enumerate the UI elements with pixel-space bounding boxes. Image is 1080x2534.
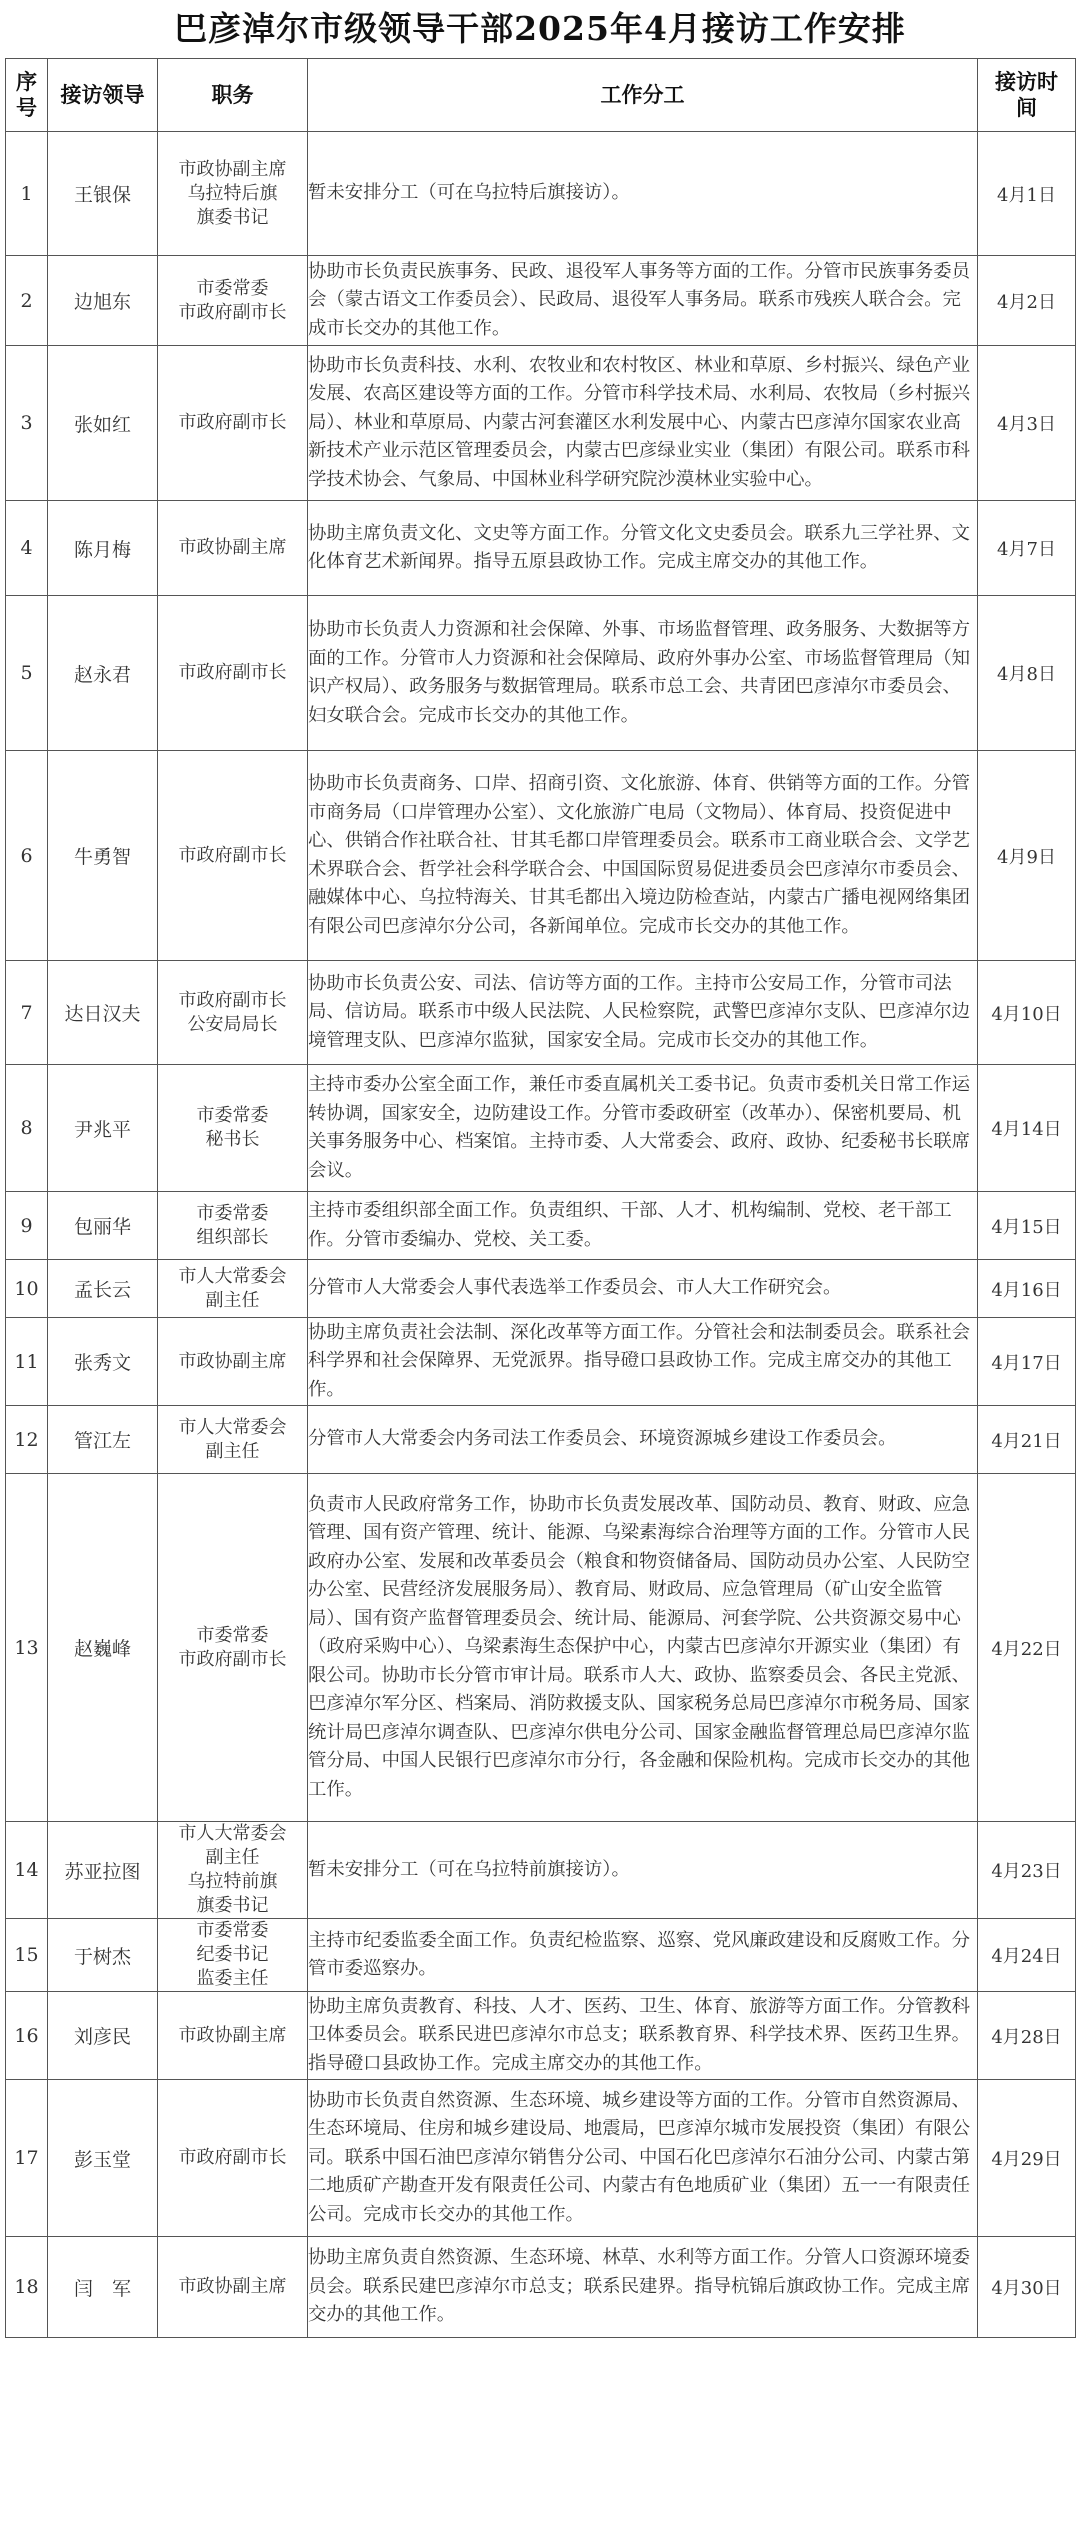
row-seq: 4 <box>6 501 48 596</box>
row-position: 市委常委 组织部长 <box>158 1192 308 1260</box>
row-seq: 17 <box>6 2080 48 2237</box>
row-date: 4月28日 <box>978 1992 1076 2080</box>
row-date: 4月15日 <box>978 1192 1076 1260</box>
row-date: 4月21日 <box>978 1406 1076 1474</box>
row-leader-name: 张如红 <box>48 346 158 501</box>
row-position: 市委常委 纪委书记 监委主任 <box>158 1919 308 1992</box>
row-duties: 协助市长负责商务、口岸、招商引资、文化旅游、体育、供销等方面的工作。分管市商务局（口岸管理办公室）、文化旅游广电局（文物局）、体育局、投资促进中心、供销合作社联合社、甘其毛都口岸管理委员会。联系市工商业联合会、文学艺术界联合会、哲学社会科学联合会、中国国际贸易促进委员会巴彦淖尔市委员会、融媒体中心、乌拉特海关、甘其毛都出入境边防检查站，内蒙古广播电视网络集团有限公司巴彦淖尔分公司，各新闻单位。完成市长交办的其他工作。 <box>308 751 978 961</box>
row-position: 市政府副市长 <box>158 596 308 751</box>
row-position: 市政府副市长 <box>158 751 308 961</box>
row-seq: 9 <box>6 1192 48 1260</box>
row-seq: 15 <box>6 1919 48 1992</box>
table-row <box>6 132 1076 256</box>
row-date: 4月16日 <box>978 1260 1076 1318</box>
row-position: 市人大常委会 副主任 <box>158 1406 308 1474</box>
row-leader-name: 刘彦民 <box>48 1992 158 2080</box>
row-position: 市政协副主席 <box>158 2237 308 2338</box>
table-row <box>6 1919 1076 1992</box>
row-date: 4月23日 <box>978 1822 1076 1919</box>
row-seq: 14 <box>6 1822 48 1919</box>
row-leader-name: 苏亚拉图 <box>48 1822 158 1919</box>
row-seq: 5 <box>6 596 48 751</box>
table-row <box>6 2237 1076 2338</box>
table-row <box>6 2080 1076 2237</box>
row-position: 市人大常委会 副主任 乌拉特前旗 旗委书记 <box>158 1822 308 1919</box>
table-row <box>6 751 1076 961</box>
header-seq: 序号 <box>6 59 48 132</box>
table-row <box>6 1065 1076 1192</box>
row-leader-name: 彭玉堂 <box>48 2080 158 2237</box>
header-position: 职务 <box>158 59 308 132</box>
row-leader-name: 牛勇智 <box>48 751 158 961</box>
table-row <box>6 596 1076 751</box>
row-leader-name: 边旭东 <box>48 256 158 346</box>
table-row <box>6 1822 1076 1919</box>
table-row <box>6 501 1076 596</box>
table-row <box>6 1318 1076 1406</box>
row-duties: 协助主席负责文化、文史等方面工作。分管文化文史委员会。联系九三学社界、文化体育艺术新闻界。指导五原县政协工作。完成主席交办的其他工作。 <box>308 501 978 596</box>
row-leader-name: 尹兆平 <box>48 1065 158 1192</box>
row-date: 4月2日 <box>978 256 1076 346</box>
row-seq: 1 <box>6 132 48 256</box>
table-row <box>6 1192 1076 1260</box>
row-seq: 6 <box>6 751 48 961</box>
row-seq: 8 <box>6 1065 48 1192</box>
row-duties: 协助主席负责教育、科技、人才、医药、卫生、体育、旅游等方面工作。分管教科卫体委员会。联系民进巴彦淖尔市总支；联系教育界、科学技术界、医药卫生界。指导磴口县政协工作。完成主席交办的其他工作。 <box>308 1992 978 2080</box>
schedule-table <box>5 58 1076 2338</box>
row-date: 4月29日 <box>978 2080 1076 2237</box>
row-position: 市委常委 市政府副市长 <box>158 1474 308 1822</box>
table-row <box>6 1260 1076 1318</box>
row-date: 4月24日 <box>978 1919 1076 1992</box>
row-date: 4月30日 <box>978 2237 1076 2338</box>
row-seq: 7 <box>6 961 48 1065</box>
row-seq: 11 <box>6 1318 48 1406</box>
table-row <box>6 1474 1076 1822</box>
row-duties: 主持市委办公室全面工作，兼任市委直属机关工委书记。负责市委机关日常工作运转协调，国家安全，边防建设工作。分管市委政研室（改革办）、保密机要局、机关事务服务中心、档案馆。主持市委、人大常委会、政府、政协、纪委秘书长联席会议。 <box>308 1065 978 1192</box>
row-duties: 协助市长负责自然资源、生态环境、城乡建设等方面的工作。分管市自然资源局、生态环境局、住房和城乡建设局、地震局，巴彦淖尔城市发展投资（集团）有限公司。联系中国石油巴彦淖尔销售分公司、中国石化巴彦淖尔石油分公司、内蒙古第二地质矿产勘查开发有限责任公司、内蒙古有色地质矿业（集团）五一一有限责任公司。完成市长交办的其他工作。 <box>308 2080 978 2237</box>
row-duties: 协助市长负责民族事务、民政、退役军人事务等方面的工作。分管市民族事务委员会（蒙古语文工作委员会）、民政局、退役军人事务局。联系市残疾人联合会。完成市长交办的其他工作。 <box>308 256 978 346</box>
row-duties: 暂未安排分工（可在乌拉特后旗接访）。 <box>308 132 978 256</box>
row-duties: 分管市人大常委会内务司法工作委员会、环境资源城乡建设工作委员会。 <box>308 1406 978 1474</box>
table-row <box>6 256 1076 346</box>
row-position: 市政府副市长 <box>158 346 308 501</box>
row-duties: 分管市人大常委会人事代表选举工作委员会、市人大工作研究会。 <box>308 1260 978 1318</box>
row-date: 4月10日 <box>978 961 1076 1065</box>
row-date: 4月22日 <box>978 1474 1076 1822</box>
header-leader: 接访领导 <box>48 59 158 132</box>
row-position: 市政协副主席 <box>158 1318 308 1406</box>
row-duties: 主持市委组织部全面工作。负责组织、干部、人才、机构编制、党校、老干部工作。分管市委编办、党校、关工委。 <box>308 1192 978 1260</box>
row-date: 4月8日 <box>978 596 1076 751</box>
row-duties: 协助主席负责社会法制、深化改革等方面工作。分管社会和法制委员会。联系社会科学界和社会保障界、无党派界。指导磴口县政协工作。完成主席交办的其他工作。 <box>308 1318 978 1406</box>
row-seq: 16 <box>6 1992 48 2080</box>
row-position: 市委常委 市政府副市长 <box>158 256 308 346</box>
row-duties: 协助市长负责公安、司法、信访等方面的工作。主持市公安局工作，分管市司法局、信访局。联系市中级人民法院、人民检察院，武警巴彦淖尔支队、巴彦淖尔边境管理支队、巴彦淖尔监狱，国家安全局。完成市长交办的其他工作。 <box>308 961 978 1065</box>
row-date: 4月17日 <box>978 1318 1076 1406</box>
row-leader-name: 达日汉夫 <box>48 961 158 1065</box>
row-duties: 暂未安排分工（可在乌拉特前旗接访）。 <box>308 1822 978 1919</box>
row-date: 4月1日 <box>978 132 1076 256</box>
page-title: 巴彦淖尔市级领导干部2025年4月接访工作安排 <box>174 9 906 48</box>
row-date: 4月9日 <box>978 751 1076 961</box>
row-leader-name: 陈月梅 <box>48 501 158 596</box>
row-position: 市委常委 秘书长 <box>158 1065 308 1192</box>
row-seq: 10 <box>6 1260 48 1318</box>
row-leader-name: 管江左 <box>48 1406 158 1474</box>
table-row <box>6 1406 1076 1474</box>
row-leader-name: 闫 军 <box>48 2237 158 2338</box>
header-duties: 工作分工 <box>308 59 978 132</box>
row-leader-name: 赵永君 <box>48 596 158 751</box>
row-position: 市政协副主席 <box>158 501 308 596</box>
row-duties: 协助市长负责科技、水利、农牧业和农村牧区、林业和草原、乡村振兴、绿色产业发展、农高区建设等方面的工作。分管市科学技术局、水利局、农牧局（乡村振兴局）、林业和草原局、内蒙古河套灌区水利发展中心、内蒙古巴彦淖尔国家农业高新技术产业示范区管理委员会，内蒙古巴彦绿业实业（集团）有限公司。联系市科学技术协会、气象局、中国林业科学研究院沙漠林业实验中心。 <box>308 346 978 501</box>
row-seq: 12 <box>6 1406 48 1474</box>
row-duties: 协助市长负责人力资源和社会保障、外事、市场监督管理、政务服务、大数据等方面的工作。分管市人力资源和社会保障局、政府外事办公室、市场监督管理局（知识产权局）、政务服务与数据管理局。联系市总工会、共青团巴彦淖尔市委员会、妇女联合会。完成市长交办的其他工作。 <box>308 596 978 751</box>
header-date: 接访时间 <box>978 59 1076 132</box>
row-duties: 协助主席负责自然资源、生态环境、林草、水利等方面工作。分管人口资源环境委员会。联系民建巴彦淖尔市总支；联系民建界。指导杭锦后旗政协工作。完成主席交办的其他工作。 <box>308 2237 978 2338</box>
row-leader-name: 赵巍峰 <box>48 1474 158 1822</box>
table-row <box>6 961 1076 1065</box>
row-position: 市人大常委会 副主任 <box>158 1260 308 1318</box>
row-duties: 主持市纪委监委全面工作。负责纪检监察、巡察、党风廉政建设和反腐败工作。分管市委巡察办。 <box>308 1919 978 1992</box>
row-seq: 18 <box>6 2237 48 2338</box>
table-header-row <box>6 59 1076 132</box>
row-date: 4月7日 <box>978 501 1076 596</box>
row-position: 市政协副主席 乌拉特后旗 旗委书记 <box>158 132 308 256</box>
row-duties: 负责市人民政府常务工作，协助市长负责发展改革、国防动员、教育、财政、应急管理、国有资产管理、统计、能源、乌梁素海综合治理等方面的工作。分管市人民政府办公室、发展和改革委员会（粮食和物资储备局、国防动员办公室、人民防空办公室、民营经济发展服务局）、教育局、财政局、应急管理局（矿山安全监管局）、国有资产监督管理委员会、统计局、能源局、河套学院、公共资源交易中心（政府采购中心）、乌梁素海生态保护中心，内蒙古巴彦淖尔开源实业（集团）有限公司。协助市长分管市审计局。联系市人大、政协、监察委员会、各民主党派、巴彦淖尔军分区、档案局、消防救援支队、国家税务总局巴彦淖尔市税务局、国家统计局巴彦淖尔调查队、巴彦淖尔供电分公司、国家金融监督管理总局巴彦淖尔监管分局、中国人民银行巴彦淖尔市分行，各金融和保险机构。完成市长交办的其他工作。 <box>308 1474 978 1822</box>
row-leader-name: 张秀文 <box>48 1318 158 1406</box>
row-date: 4月14日 <box>978 1065 1076 1192</box>
row-position: 市政府副市长 公安局局长 <box>158 961 308 1065</box>
row-position: 市政协副主席 <box>158 1992 308 2080</box>
row-leader-name: 包丽华 <box>48 1192 158 1260</box>
table-row <box>6 1992 1076 2080</box>
row-date: 4月3日 <box>978 346 1076 501</box>
row-seq: 13 <box>6 1474 48 1822</box>
row-position: 市政府副市长 <box>158 2080 308 2237</box>
row-seq: 3 <box>6 346 48 501</box>
row-leader-name: 王银保 <box>48 132 158 256</box>
row-leader-name: 孟长云 <box>48 1260 158 1318</box>
row-seq: 2 <box>6 256 48 346</box>
table-row <box>6 346 1076 501</box>
row-leader-name: 于树杰 <box>48 1919 158 1992</box>
